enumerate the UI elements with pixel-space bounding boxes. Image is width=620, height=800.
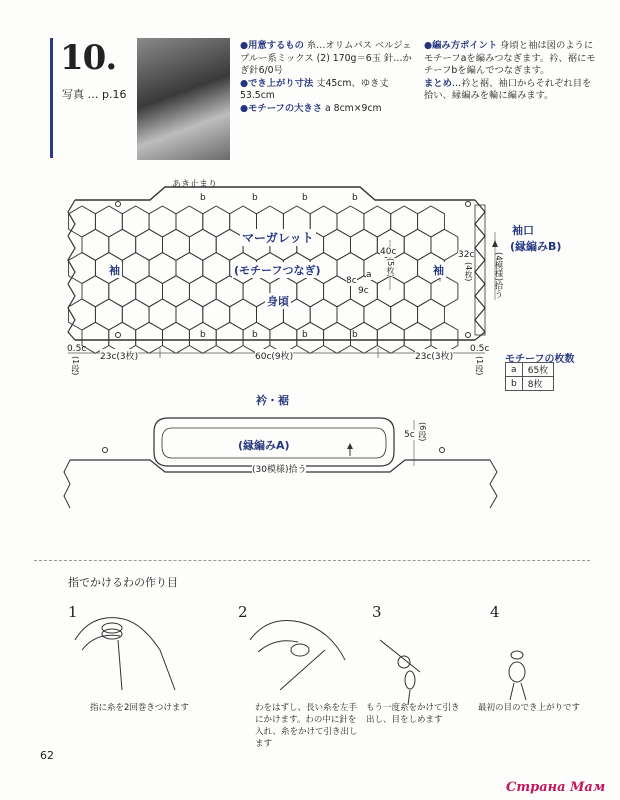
collar-dim: 5c [404, 430, 415, 440]
sleeve-right-label: 袖 [433, 264, 444, 277]
hex-motif [189, 229, 216, 260]
hex-motif [136, 322, 163, 353]
cuff-title: 袖口 [512, 224, 534, 237]
spec-item: ●用意するもの 糸…オリムパス ベルジェ プルー系ミックス (2) 170g＝6玉 針…かぎ針6/0号 [240, 40, 412, 76]
hex-motif [404, 276, 431, 307]
hex-motif [95, 206, 122, 237]
hex-motif [136, 229, 163, 260]
dim-23-right: 23c(3枚) [415, 349, 453, 362]
motif-a-label: a [366, 270, 372, 280]
opening-stop-label: あき止まり [172, 180, 218, 190]
diagram-title: マーガレット [242, 231, 314, 245]
hex-motif [122, 206, 149, 237]
dim-05-right-rows: (1段) [475, 356, 484, 376]
hex-motif [149, 206, 176, 237]
motif-b-label: b [200, 330, 206, 340]
motif-b-label: b [302, 330, 308, 340]
hex-motif [310, 299, 337, 330]
dim-32c-count: (4枚) [464, 262, 473, 282]
motif-count-table [505, 362, 554, 391]
hex-motif [337, 299, 364, 330]
hex-motif [149, 253, 176, 284]
body-label: 身頃 [267, 295, 289, 308]
dim-32c: 32c [458, 250, 475, 260]
hex-motif [189, 276, 216, 307]
photo-reference: 写真 … p.16 [62, 88, 127, 101]
spec-item: まとめ…衿と裾、袖口からそれぞれ目を拾い、縁編みを輪に編みます。 [424, 77, 592, 101]
hex-motif [163, 229, 190, 260]
dim-40c-count: (5枚) [386, 258, 395, 278]
right-zigzag [475, 200, 485, 340]
watermark-logo: Страна Мам [506, 780, 606, 795]
hex-motif [216, 322, 243, 353]
section-divider [34, 560, 590, 561]
hex-motif [404, 229, 431, 260]
body-outline [75, 187, 475, 200]
step-number: 2 [238, 603, 248, 621]
collar-title: 衿・裾 [256, 394, 289, 407]
hex-motif [109, 229, 136, 260]
hex-motif [69, 299, 96, 330]
dim-40c: 40c [380, 247, 397, 257]
hex-motif [176, 253, 203, 284]
step-number: 1 [68, 603, 78, 621]
hex-motif [324, 229, 351, 260]
spec-item: ●でき上がり寸法 丈45cm、ゆき丈53.5cm [240, 77, 389, 101]
collar-pick-up: (30模様)拾う [252, 462, 306, 475]
hex-motif [203, 253, 230, 284]
motif-count-title: モチーフの枚数 [505, 354, 575, 365]
hex-motif [95, 299, 122, 330]
hex-motif [163, 276, 190, 307]
hex-motif [418, 299, 445, 330]
hex-motif [163, 322, 190, 353]
hex-motif [149, 299, 176, 330]
hex-motif [391, 299, 418, 330]
step3-illustration [380, 640, 420, 705]
hex-motif [82, 229, 109, 260]
step-number: 3 [372, 603, 382, 621]
step-caption: もう一度糸をかけて引き出し、目をしめます [366, 703, 460, 725]
table-row: b 8枚 [506, 377, 554, 391]
howto-title: 指でかけるわの作り目 [68, 576, 178, 589]
hex-motif [431, 276, 458, 307]
dim-05-left: 0.5c [67, 344, 87, 354]
page-number: 62 [40, 749, 54, 762]
hex-motif [176, 299, 203, 330]
hex-motif [364, 299, 391, 330]
hex-motif [431, 229, 458, 260]
step4-illustration [509, 651, 526, 700]
hex-motif [216, 276, 243, 307]
hex-motif [418, 206, 445, 237]
spec-item: ●モチーフの大きさ a 8cm×9cm [240, 102, 382, 114]
motif-b-label: b [352, 330, 358, 340]
dim-05-right: 0.5c [470, 344, 490, 354]
hex-motif [391, 206, 418, 237]
hex-motif [297, 322, 324, 353]
motif-b-label: b [252, 193, 258, 203]
collar-rows: (6段) [418, 422, 427, 442]
hex-motif [377, 276, 404, 307]
hex-motif [82, 276, 109, 307]
step1-illustration [75, 618, 175, 690]
collar-border-label: (縁編みA) [238, 439, 290, 452]
hex-motif [122, 299, 149, 330]
step-number: 4 [490, 603, 500, 621]
hex-motif [337, 206, 364, 237]
hex-motif [297, 276, 324, 307]
hex-motif [364, 206, 391, 237]
spec-item: ●編み方ポイント 身頃と袖は図のようにモチーフaを編みつなぎます。衿、裾にモチーフbを編んでつなぎます。 [424, 40, 596, 76]
hex-motif [203, 206, 230, 237]
collar-zigzag-right [490, 460, 497, 508]
hex-motif [230, 299, 257, 330]
hex-motif [69, 206, 96, 237]
hex-motif [203, 299, 230, 330]
cuff-subtitle: (縁編みB) [510, 240, 562, 253]
motif-b-label: b [352, 193, 358, 203]
hex-motif [176, 206, 203, 237]
motif-width: 8c [346, 276, 357, 286]
motif-b-label: b [252, 330, 258, 340]
motif-b-label: b [302, 193, 308, 203]
motif-b-label: b [200, 193, 206, 203]
hex-motif [351, 229, 378, 260]
motif-height: 9c [358, 286, 369, 296]
table-row: a 65枚 [506, 363, 554, 377]
hex-motif [324, 322, 351, 353]
left-zigzag [68, 200, 75, 340]
step-caption: わをはずし、長い糸を左手にかけます。わの中に針を入れ、糸をかけて引き出します [255, 703, 358, 749]
hex-motif [122, 253, 149, 284]
step-caption: 指に糸を2回巻きつけます [90, 703, 189, 713]
diagram-subtitle: (モチーフつなぎ) [234, 264, 321, 277]
hex-motif [109, 276, 136, 307]
cuff-pick-up: (4模様)拾う [493, 252, 503, 299]
dim-23-left: 23c(3枚) [100, 349, 138, 362]
step-caption: 最初の目のでき上がりです [478, 703, 581, 713]
dim-05-left-rows: (1段) [71, 356, 80, 376]
sleeve-left-label: 袖 [109, 264, 120, 277]
step2-illustration [250, 620, 345, 690]
hex-motif [136, 276, 163, 307]
hex-motif [377, 322, 404, 353]
dim-60: 60c(9枚) [255, 349, 293, 362]
pattern-number: 10. [60, 38, 117, 78]
collar-zigzag-left [64, 460, 70, 508]
